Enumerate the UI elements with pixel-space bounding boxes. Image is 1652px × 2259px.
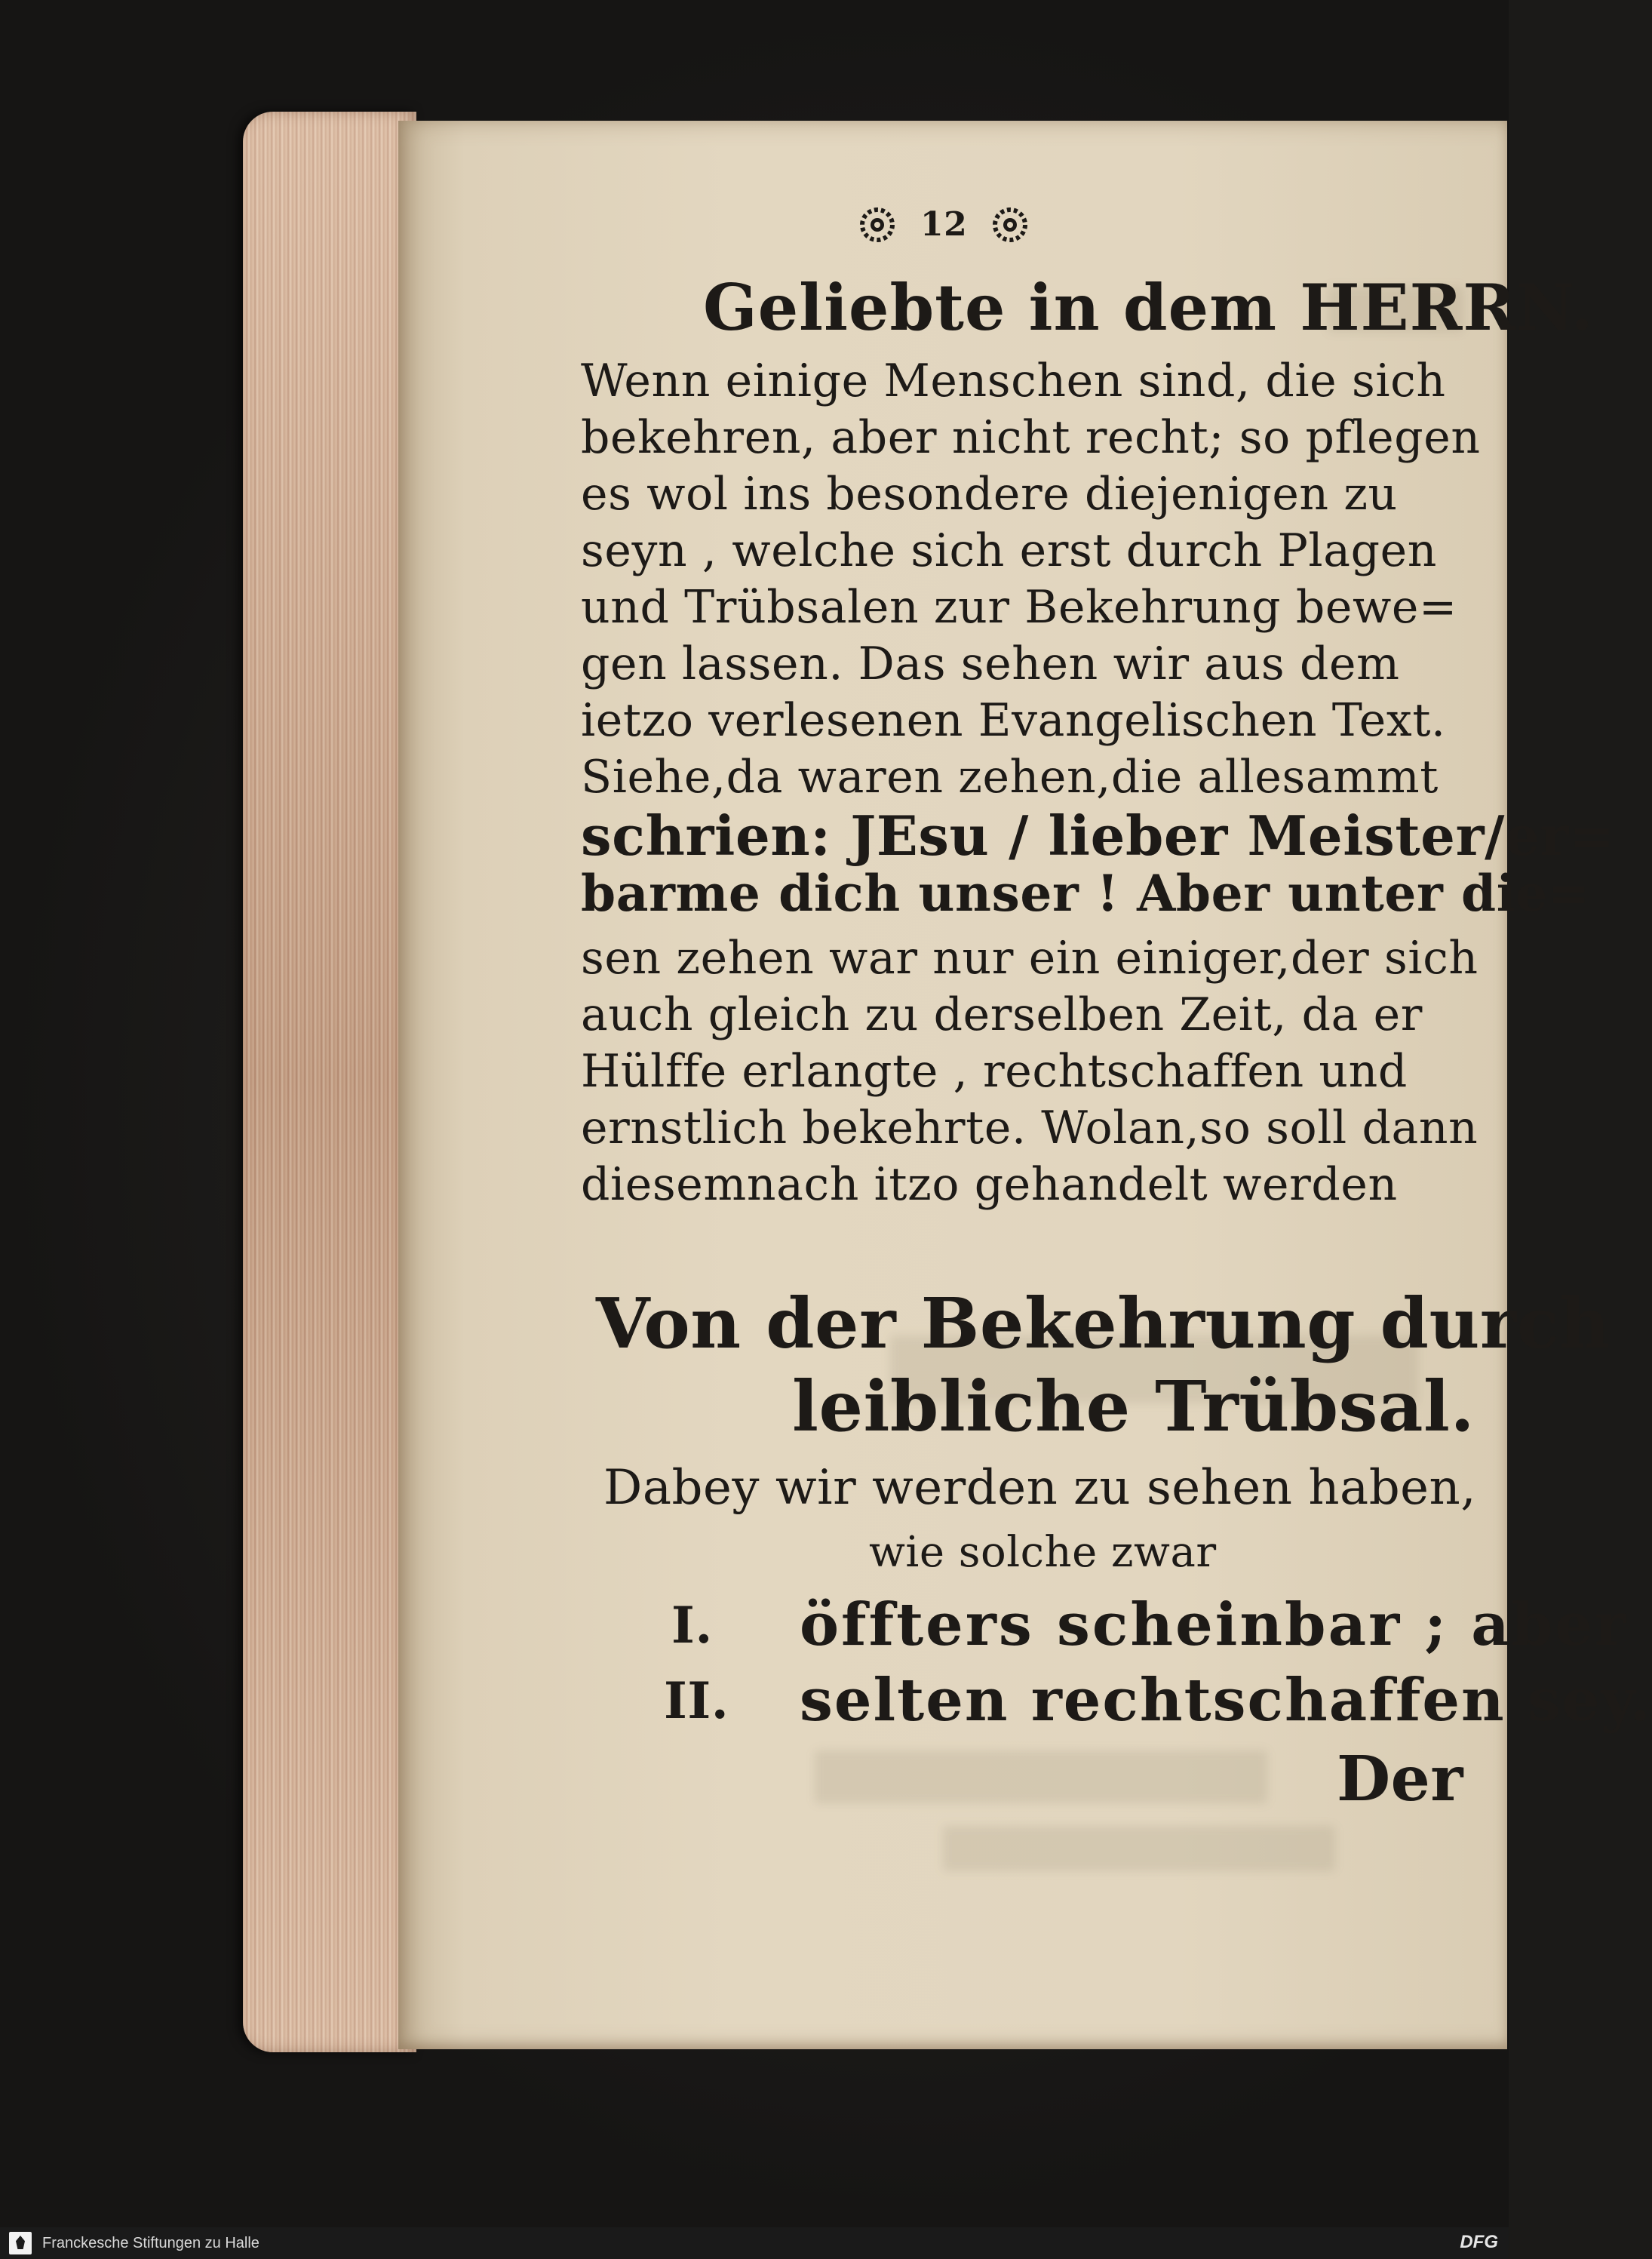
bleed-through bbox=[815, 1750, 1267, 1803]
body-line: Siehe,da waren zehen,die allesammt bbox=[581, 751, 1439, 804]
part-numeral: I. bbox=[671, 1596, 713, 1655]
catchword: Der bbox=[1337, 1743, 1463, 1815]
ornament-icon bbox=[860, 207, 895, 242]
dfg-badge: DFG bbox=[1460, 2232, 1498, 2252]
body-line: bekehren, aber nicht recht; so pflegen bbox=[581, 411, 1481, 464]
body-line: Wenn einige Menschen sind, die sich bbox=[581, 355, 1446, 407]
page-number: 12 bbox=[920, 205, 968, 244]
body-line: gen lassen. Das sehen wir aus dem bbox=[581, 638, 1400, 690]
body-line-emphasis: barme dich unser ! Aber unter die= bbox=[581, 864, 1590, 923]
part-text: selten rechtschaffen sey. bbox=[800, 1666, 1652, 1735]
institution-name: Franckesche Stiftungen zu Halle bbox=[42, 2235, 259, 2251]
page-header bbox=[860, 205, 1027, 244]
body-line: sen zehen war nur ein einiger,der sich bbox=[581, 932, 1479, 985]
ornament-icon bbox=[993, 207, 1027, 242]
body-line: ietzo verlesenen Evangelischen Text. bbox=[581, 694, 1446, 747]
part-numeral: II. bbox=[664, 1671, 729, 1730]
body-line: diesemnach itzo gehandelt werden bbox=[581, 1158, 1398, 1211]
body-line: seyn , welche sich erst durch Plagen bbox=[581, 524, 1437, 577]
book-page-edges bbox=[243, 112, 416, 2052]
body-line: es wol ins besondere diejenigen zu bbox=[581, 468, 1398, 521]
part-text: öffters scheinbar ; aber bbox=[800, 1591, 1629, 1659]
footer-bar bbox=[0, 2227, 1509, 2259]
sermon-topic-line: Von der Bekehrung durch bbox=[596, 1283, 1611, 1364]
bleed-through bbox=[943, 1826, 1335, 1871]
sermon-topic-line: leibliche Trübsal. bbox=[792, 1366, 1475, 1447]
body-line-emphasis: schrien: JEsu / lieber Meister/er= bbox=[581, 804, 1615, 868]
institution-logo-icon bbox=[9, 2232, 32, 2254]
body-line: Hülffe erlangte , rechtschaffen und bbox=[581, 1045, 1408, 1098]
body-line: auch gleich zu derselben Zeit, da er bbox=[581, 988, 1423, 1041]
division-intro-line: wie solche zwar bbox=[869, 1528, 1217, 1577]
salutation-heading: Geliebte in dem HERRN. bbox=[703, 270, 1594, 345]
body-line: ernstlich bekehrte. Wolan,so soll dann bbox=[581, 1102, 1479, 1154]
division-intro-line: Dabey wir werden zu sehen haben, bbox=[603, 1460, 1477, 1516]
body-line: und Trübsalen zur Bekehrung bewe= bbox=[581, 581, 1457, 634]
